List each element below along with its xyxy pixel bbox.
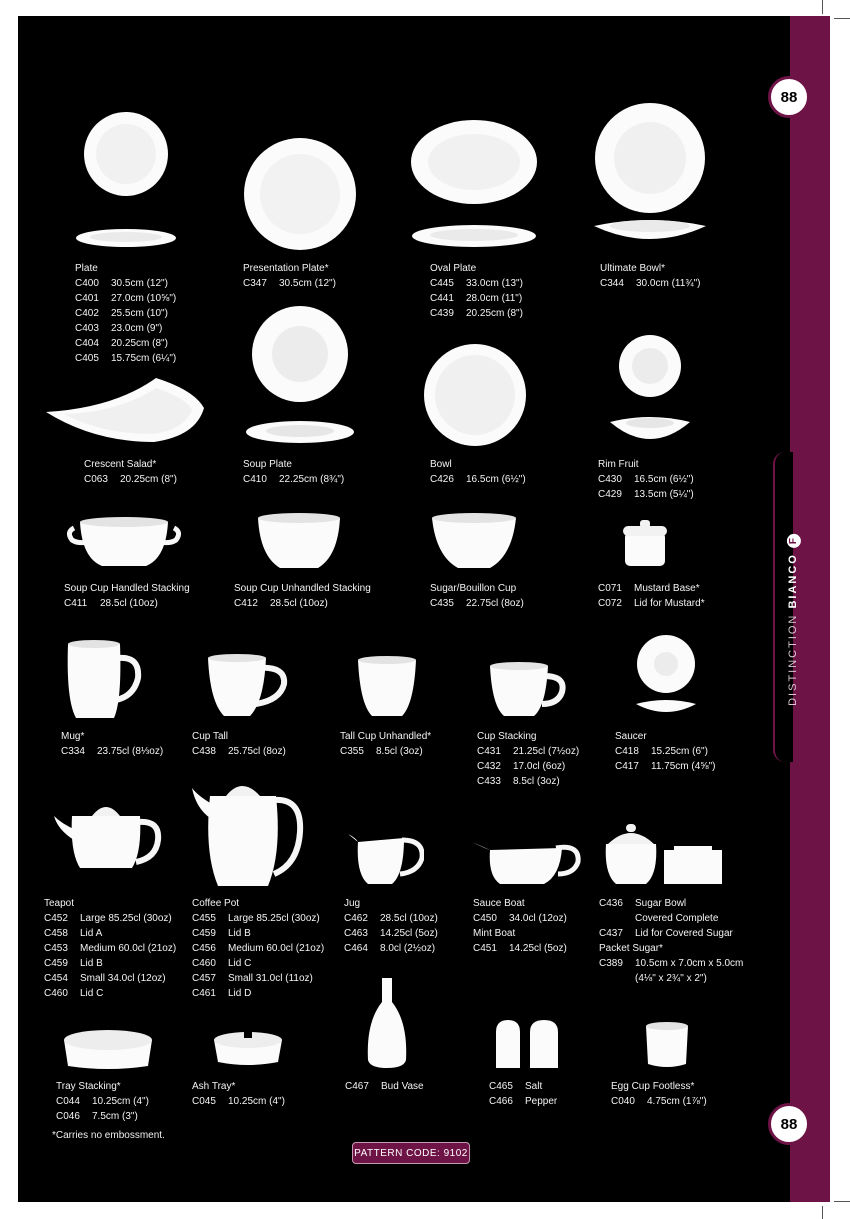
page-number-top: 88 [768, 76, 810, 118]
ultimate-bowl-image [592, 102, 710, 250]
sauce-boat-caption: Sauce Boat C450 34.0cl (12oz) Mint Boat C451 14.25cl (5oz) [473, 898, 567, 954]
bowl-caption: Bowl C426 16.5cm (6½") [430, 459, 526, 485]
crescent-salad-caption: Crescent Salad* C063 20.25cm (8") [84, 459, 177, 485]
footnote: *Carries no embossment. [52, 1130, 165, 1141]
tall-cup-unhandled-image [356, 656, 418, 718]
soup-plate-image [244, 304, 356, 444]
ash-tray-image [212, 1030, 284, 1066]
mustard-pot-image [622, 520, 668, 568]
crop-mark [822, 0, 823, 14]
bud-vase-caption: C467 Bud Vase [345, 1081, 424, 1092]
salt-pepper-image [494, 1018, 562, 1070]
rim-fruit-image [606, 334, 692, 446]
bowl-image [422, 342, 528, 448]
saucer-caption: Saucer C418 15.25cm (6") C417 11.75cm (4⅝") [615, 731, 716, 772]
plate-caption: Plate C400 30.5cm (12") C401 27.0cm (10⅝") C402 25.5cm (10") C403 23.0cm (9") C404 20.25cm (8") C405 15.75cm (6¼") [75, 263, 177, 364]
cup-stacking-image [488, 660, 566, 718]
sauce-boat-image [470, 840, 582, 886]
crop-mark [822, 1206, 823, 1219]
soup-cup-unhandled-caption: Soup Cup Unhandled Stacking C412 28.5cl (10oz) [234, 583, 371, 609]
tall-cup-unhandled-caption: Tall Cup Unhandled* C355 8.5cl (3oz) [340, 731, 432, 757]
mug-image [66, 640, 142, 720]
jug-image [346, 832, 424, 886]
tray-stacking-caption: Tray Stacking* C044 10.25cm (4") C046 7.5cm (3") [56, 1081, 149, 1122]
sugar-bowl-caption: C436 Sugar Bowl Covered Complete C437 Lid for Covered Sugar Packet Sugar* C389 10.5cm x 7.0cm x 5.0cm (4⅛" x 2¾" x 2") [599, 898, 744, 984]
oval-plate-caption: Oval Plate C445 33.0cm (13") C441 28.0cm (11") C439 20.25cm (8") [430, 263, 523, 319]
soup-plate-caption: Soup Plate C410 22.25cm (8¾") [243, 459, 345, 485]
egg-cup-caption: Egg Cup Footless* C040 4.75cm (1⅞") [611, 1081, 707, 1107]
ultimate-bowl-caption: Ultimate Bowl* C344 30.0cm (11¾") [600, 263, 701, 289]
coffee-pot-image [190, 778, 304, 888]
presentation-plate-caption: Presentation Plate* C347 30.5cm (12") [243, 263, 336, 289]
egg-cup-image [644, 1020, 690, 1070]
soup-cup-unhandled-image [256, 512, 342, 570]
sugar-bouillon-cup-image [430, 512, 518, 570]
ash-tray-caption: Ash Tray* C045 10.25cm (4") [192, 1081, 285, 1107]
soup-cup-handled-image [66, 514, 182, 570]
soup-cup-handled-caption: Soup Cup Handled Stacking C411 28.5cl (10oz) [64, 583, 190, 609]
tray-stacking-image [62, 1028, 154, 1070]
rim-fruit-caption: Rim Fruit C430 16.5cm (6½") C429 13.5cm (5¼") [598, 459, 694, 500]
pattern-code-badge: PATTERN CODE: 9102 [352, 1142, 470, 1164]
presentation-plate-image [242, 136, 358, 252]
sugar-bouillon-cup-caption: Sugar/Bouillon Cup C435 22.75cl (8oz) [430, 583, 524, 609]
mug-caption: Mug* C334 23.75cl (8⅓oz) [61, 731, 164, 757]
oval-plate-image [410, 118, 540, 250]
cup-stacking-caption: Cup Stacking C431 21.25cl (7½oz) C432 17.0cl (6oz) C433 8.5cl (3oz) [477, 731, 580, 787]
cup-tall-image [206, 654, 290, 718]
crescent-salad-image [44, 374, 206, 444]
bud-vase-image [364, 976, 410, 1070]
saucer-image [634, 634, 698, 716]
sugar-bowl-image [604, 824, 724, 886]
crop-mark [834, 18, 850, 19]
cup-tall-caption: Cup Tall C438 25.75cl (8oz) [192, 731, 286, 757]
salt-pepper-caption: C465 Salt C466 Pepper [489, 1081, 558, 1107]
crop-mark [834, 1201, 850, 1202]
teapot-image [52, 800, 162, 870]
collection-label: DISTINCTION BIANCO F [782, 520, 806, 720]
teapot-caption: Teapot C452 Large 85.25cl (30oz) C458 Lid A C453 Medium 60.0cl (21oz) C459 Lid B C454 Small 34.0cl (12oz) C460 Lid C [44, 898, 177, 999]
coffee-pot-caption: Coffee Pot C455 Large 85.25cl (30oz) C459 Lid B C456 Medium 60.0cl (21oz) C460 Lid C C457 Small 31.0cl (11oz) C461 Lid D [192, 898, 325, 999]
jug-caption: Jug C462 28.5cl (10oz) C463 14.25cl (5oz) C464 8.0cl (2½oz) [344, 898, 438, 954]
plate-image [70, 110, 182, 250]
page-number-bottom: 88 [768, 1103, 810, 1145]
mustard-caption: C071 Mustard Base* C072 Lid for Mustard* [598, 583, 705, 609]
